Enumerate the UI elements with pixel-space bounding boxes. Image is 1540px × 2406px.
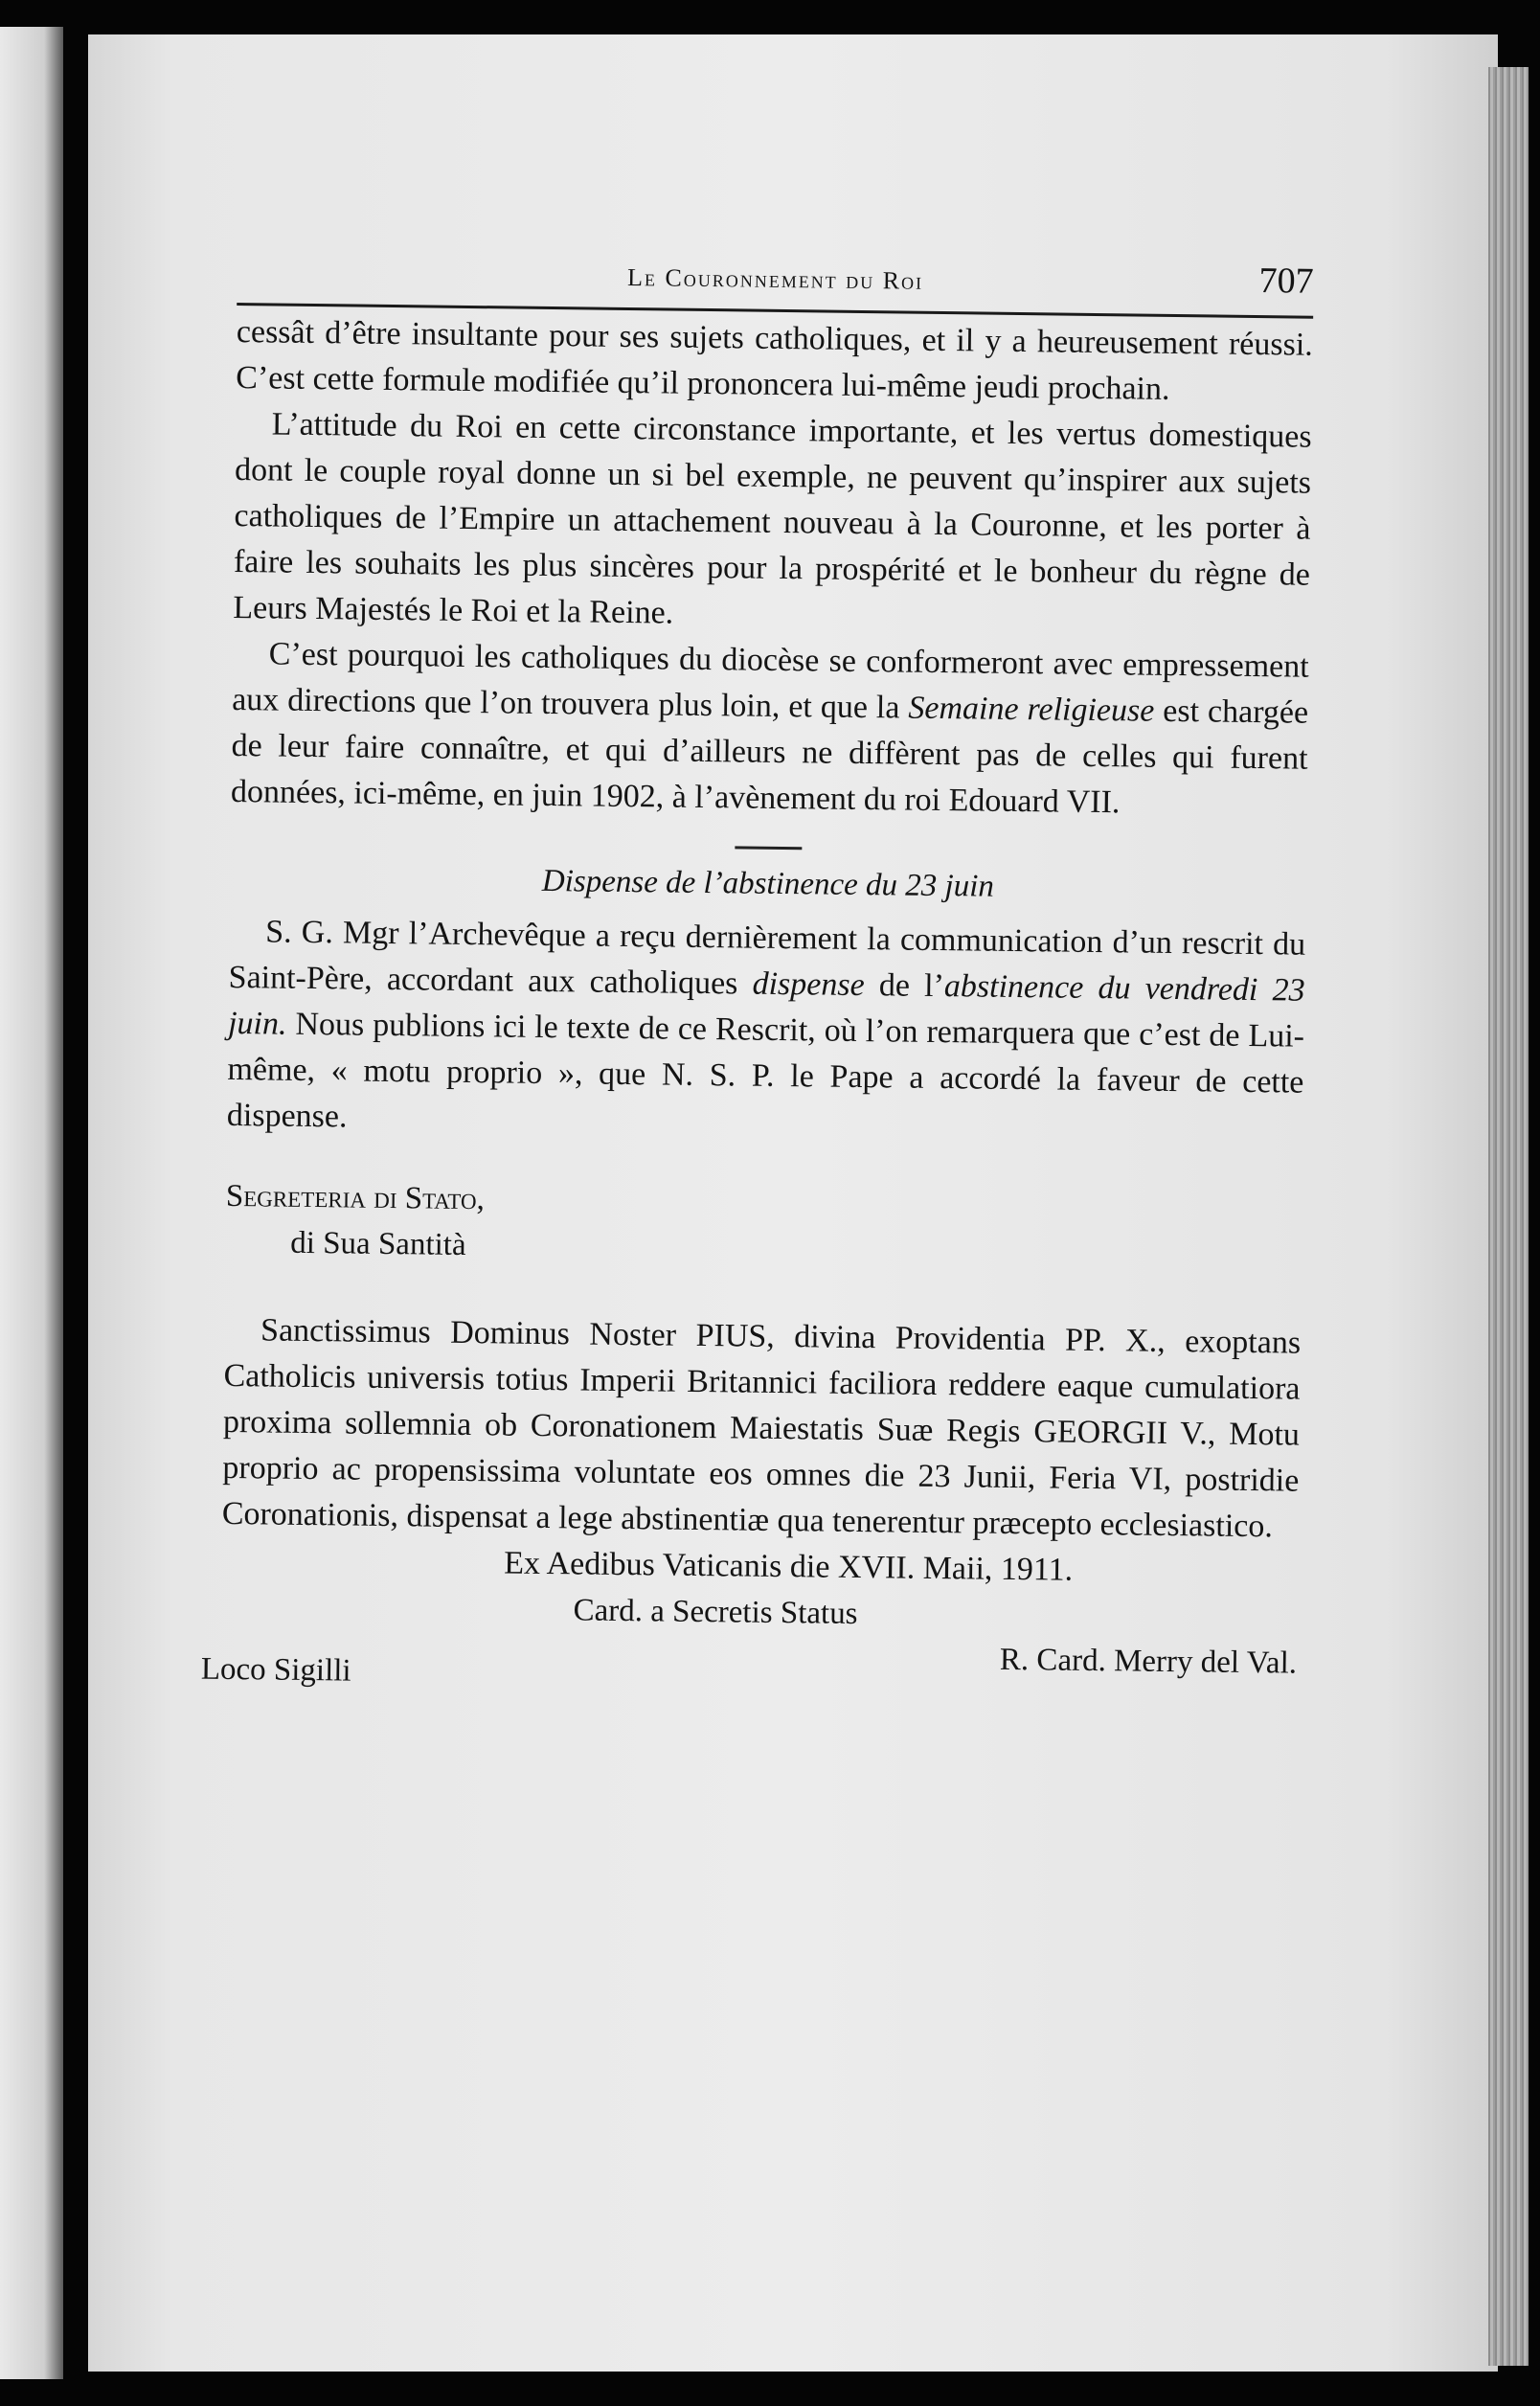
text-run: C’est pourquoi les catholiques du diocèse se conformeront avec empressement aux directions que l’on trouvera plus loin, et que la [231, 636, 1309, 726]
text-run: Nous publions ici le texte de ce Rescrit, où l’on remarquera que c’est de Lui-même, « motu proprio », que N. S. P. le Pape a accordé la faveur de cette dispense. [226, 1006, 1305, 1135]
cardinal-title: Card. a Secretis Status [573, 1593, 858, 1632]
place-date-line: Ex Aedibus Vaticanis die XVII. Maii, 1911. [503, 1545, 1074, 1588]
italic-run: abstinence du vendredi 23 juin. [227, 968, 1305, 1042]
text-run: S. G. Mgr l’Archevêque a reçu dernièrement la communication d’un rescrit du Saint-Père, accordant aux catholiques [228, 914, 1306, 1002]
signer-name: R. Card. Merry del Val. [999, 1642, 1298, 1681]
paragraph-king-attitude: L’attitude du Roi en cette circonstance importante, et les vertus domestiques dont le couple royal donne un si bel exemple, ne peuvent qu’inspirer aux sujets catholiques de l’Empire un attachement nouveau à la Couronne, et les porter à faire les souhaits les plus sincères pour la prospérité et le bonheur du règne de Leurs Majestés le Roi et la Reine. [233, 406, 1312, 631]
page-stack-edge [1488, 67, 1529, 2366]
secretariat-line-2: di Sua Santità [290, 1225, 466, 1262]
paragraph-diocese [231, 631, 1309, 828]
paragraph-dispensation [227, 909, 1306, 1152]
book-page [88, 34, 1498, 2372]
italic-run: dispense [752, 965, 865, 1004]
paragraph-continued: cessât d’être insultante pour ses sujets catholiques, et il y a heureusement réussi. C’est cette formule modifiée qu’il prononcera lui-même jeudi prochain. [236, 313, 1314, 407]
rescript-latin-text: Sanctissimus Dominus Noster PIUS, divina Providentia PP. X., exoptans Catholicis universis totius Imperii Britannici faciliora reddere eaque cumulatiora proxima sollemnia ob Coronationem Maiestatis Suæ Regis GEORGII V., Motu proprio ac propensissima voluntate eos omnes die 23 Junii, Feria VI, postridie Coronationis, dispensat a lege abstinentiæ qua tenerentur præcepto ecclesiastico. [221, 1312, 1302, 1545]
adjacent-page-edge [0, 27, 63, 2379]
secretariat-line-1: Segreteria di Stato, [225, 1178, 486, 1217]
signature-row [200, 1633, 1298, 1708]
seal-note: Loco Sigilli [200, 1651, 351, 1689]
running-title: Le Couronnement du Roi [626, 262, 924, 295]
secretariat-heading [225, 1173, 1302, 1279]
section-separator [735, 846, 802, 850]
page-number: 707 [1258, 261, 1314, 302]
text-run: est chargée de leur faire connaître, et qui d’ailleurs ne diffèrent pas de celles qui furent données, ici-même, en juin 1902, à l’avènement du roi Edouard VII. [230, 692, 1309, 821]
text-run: de l’ [864, 967, 945, 1005]
italic-run: Semaine religieuse [908, 690, 1155, 729]
section-title: Dispense de l’abstinence du 23 juin [541, 863, 995, 904]
page-content [200, 245, 1314, 1708]
